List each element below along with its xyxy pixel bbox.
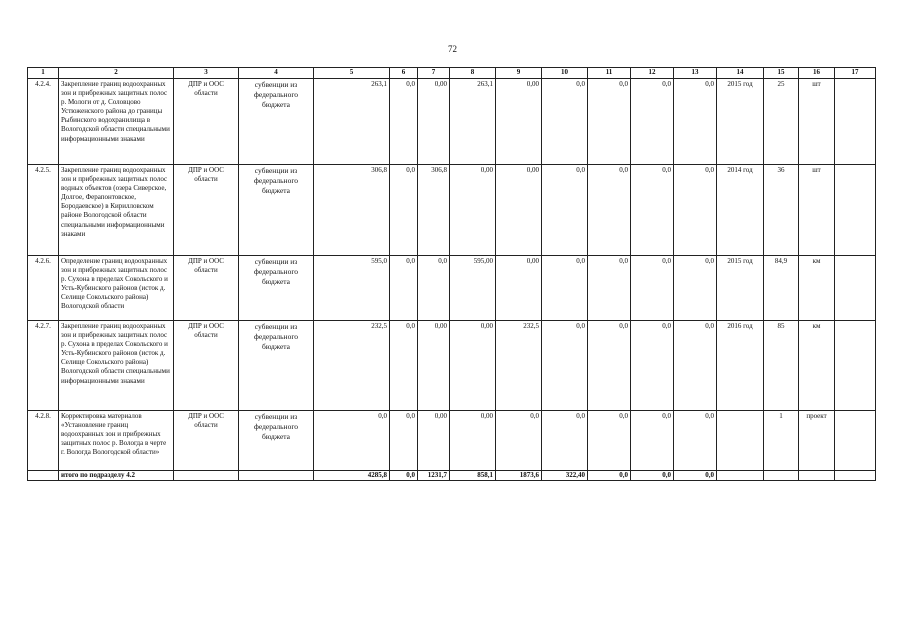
row-funding-source: субвенции из федерального бюджета	[239, 411, 314, 471]
total-value: 0,0	[674, 471, 717, 481]
column-number: 12	[631, 68, 674, 79]
total-empty-cell	[717, 471, 764, 481]
row-value: 0,0	[588, 256, 631, 321]
page-number: 72	[448, 44, 457, 54]
row-value: 0,00	[418, 411, 450, 471]
row-unit: шт	[799, 79, 835, 165]
row-unit: км	[799, 256, 835, 321]
row-unit: шт	[799, 165, 835, 256]
table-row	[28, 411, 876, 471]
column-number: 7	[418, 68, 450, 79]
row-value: 0,0	[542, 165, 588, 256]
row-value: 0,0	[674, 256, 717, 321]
row-value: 0,0	[631, 321, 674, 411]
column-number: 5	[314, 68, 390, 79]
total-empty-cell	[835, 471, 876, 481]
row-id: 4.2.7.	[28, 321, 59, 411]
row-executor: ДПР и ООС области	[174, 321, 239, 411]
row-note	[835, 321, 876, 411]
total-label: итого по подразделу 4.2	[59, 471, 174, 481]
row-value: 0,0	[542, 256, 588, 321]
row-unit: км	[799, 321, 835, 411]
row-value: 0,0	[631, 411, 674, 471]
row-value: 0,0	[542, 79, 588, 165]
row-value: 0,0	[314, 411, 390, 471]
row-value: 0,00	[450, 165, 496, 256]
column-number: 1	[28, 68, 59, 79]
row-value: 232,5	[496, 321, 542, 411]
row-value: 0,00	[496, 79, 542, 165]
row-note	[835, 79, 876, 165]
row-value: 0,0	[390, 79, 418, 165]
column-number-row	[28, 68, 876, 79]
table-row	[28, 321, 876, 411]
row-value: 0,0	[631, 256, 674, 321]
row-description: Определение границ водоохранных зон и прибрежных защитных полос р. Сухона в пределах Сокольского и Усть-Кубинского районов (исток д. Селище Сокольского района) Вологодской области	[59, 256, 174, 321]
column-number: 17	[835, 68, 876, 79]
row-id: 4.2.4.	[28, 79, 59, 165]
row-value: 0,0	[390, 256, 418, 321]
row-value: 232,5	[314, 321, 390, 411]
row-value: 595,00	[450, 256, 496, 321]
row-value: 0,0	[631, 79, 674, 165]
total-value: 0,0	[390, 471, 418, 481]
row-id: 4.2.8.	[28, 411, 59, 471]
total-value: 1231,7	[418, 471, 450, 481]
row-id: 4.2.6.	[28, 256, 59, 321]
total-empty-cell	[28, 471, 59, 481]
row-value: 0,0	[588, 321, 631, 411]
row-funding-source: субвенции из федерального бюджета	[239, 321, 314, 411]
row-year: 2016 год	[717, 321, 764, 411]
table-row	[28, 79, 876, 165]
row-value: 0,00	[450, 411, 496, 471]
row-executor: ДПР и ООС области	[174, 79, 239, 165]
row-description: Закрепление границ водоохранных зон и прибрежных защитных полос водных объектов (озера Сиверское, Долгое, Ферапонтовское, Бородаевское) в Кирилловском районе Вологодской области специальными информационными знаками	[59, 165, 174, 256]
total-value: 1873,6	[496, 471, 542, 481]
column-number: 13	[674, 68, 717, 79]
row-value: 0,0	[542, 411, 588, 471]
table-row	[28, 165, 876, 256]
column-number: 14	[717, 68, 764, 79]
row-value: 0,0	[588, 79, 631, 165]
column-number: 4	[239, 68, 314, 79]
column-number: 10	[542, 68, 588, 79]
column-number: 16	[799, 68, 835, 79]
row-year: 2015 год	[717, 79, 764, 165]
row-description: Корректировка материалов «Установление границ водоохранных зон и прибрежных защитных полос р. Вологда в черте г. Вологда Вологодской области»	[59, 411, 174, 471]
column-number: 6	[390, 68, 418, 79]
table-row	[28, 256, 876, 321]
row-value: 263,1	[314, 79, 390, 165]
row-quantity: 85	[764, 321, 799, 411]
column-number: 3	[174, 68, 239, 79]
row-executor: ДПР и ООС области	[174, 411, 239, 471]
row-funding-source: субвенции из федерального бюджета	[239, 165, 314, 256]
row-value: 263,1	[450, 79, 496, 165]
row-value: 0,0	[390, 165, 418, 256]
row-description: Закрепление границ водоохранных зон и прибрежных защитных полос р. Сухона в пределах Сокольского и Усть-Кубинского районов (исток д. Селище Сокольского района) Вологодской области специальными информационными знаками	[59, 321, 174, 411]
row-note	[835, 256, 876, 321]
row-value: 0,0	[674, 411, 717, 471]
row-value: 0,00	[418, 321, 450, 411]
row-executor: ДПР и ООС области	[174, 165, 239, 256]
row-value: 0,0	[390, 321, 418, 411]
row-value: 306,8	[418, 165, 450, 256]
row-value: 0,0	[674, 79, 717, 165]
total-row	[28, 471, 876, 481]
row-note	[835, 411, 876, 471]
column-number: 11	[588, 68, 631, 79]
total-value: 0,0	[588, 471, 631, 481]
row-value: 0,00	[496, 256, 542, 321]
row-value: 306,8	[314, 165, 390, 256]
total-value: 858,1	[450, 471, 496, 481]
total-value: 322,40	[542, 471, 588, 481]
row-value: 0,00	[450, 321, 496, 411]
row-value: 0,0	[631, 165, 674, 256]
row-funding-source: субвенции из федерального бюджета	[239, 256, 314, 321]
row-value: 0,0	[496, 411, 542, 471]
column-number: 2	[59, 68, 174, 79]
row-value: 0,0	[674, 321, 717, 411]
row-executor: ДПР и ООС области	[174, 256, 239, 321]
row-note	[835, 165, 876, 256]
total-value: 0,0	[631, 471, 674, 481]
total-empty-cell	[239, 471, 314, 481]
total-empty-cell	[764, 471, 799, 481]
column-number: 8	[450, 68, 496, 79]
column-number: 9	[496, 68, 542, 79]
row-year: 2015 год	[717, 256, 764, 321]
row-description: Закрепление границ водоохранных зон и прибрежных защитных полос р. Мологи от д. Соловцово Устюженского района до границы Рыбинского водохранилища в Вологодской области специальными информационными знаками	[59, 79, 174, 165]
row-value: 0,00	[496, 165, 542, 256]
column-number: 15	[764, 68, 799, 79]
row-value: 0,0	[418, 256, 450, 321]
row-id: 4.2.5.	[28, 165, 59, 256]
row-value: 0,0	[588, 165, 631, 256]
row-quantity: 84,9	[764, 256, 799, 321]
row-unit: проект	[799, 411, 835, 471]
program-table	[27, 67, 876, 481]
total-empty-cell	[799, 471, 835, 481]
row-year: 2014 год	[717, 165, 764, 256]
total-value: 4285,8	[314, 471, 390, 481]
row-value: 0,0	[390, 411, 418, 471]
row-value: 595,0	[314, 256, 390, 321]
row-quantity: 25	[764, 79, 799, 165]
row-quantity: 1	[764, 411, 799, 471]
row-value: 0,0	[588, 411, 631, 471]
row-funding-source: субвенции из федерального бюджета	[239, 79, 314, 165]
row-value: 0,0	[674, 165, 717, 256]
row-quantity: 36	[764, 165, 799, 256]
row-value: 0,00	[418, 79, 450, 165]
row-value: 0,0	[542, 321, 588, 411]
row-year	[717, 411, 764, 471]
total-empty-cell	[174, 471, 239, 481]
